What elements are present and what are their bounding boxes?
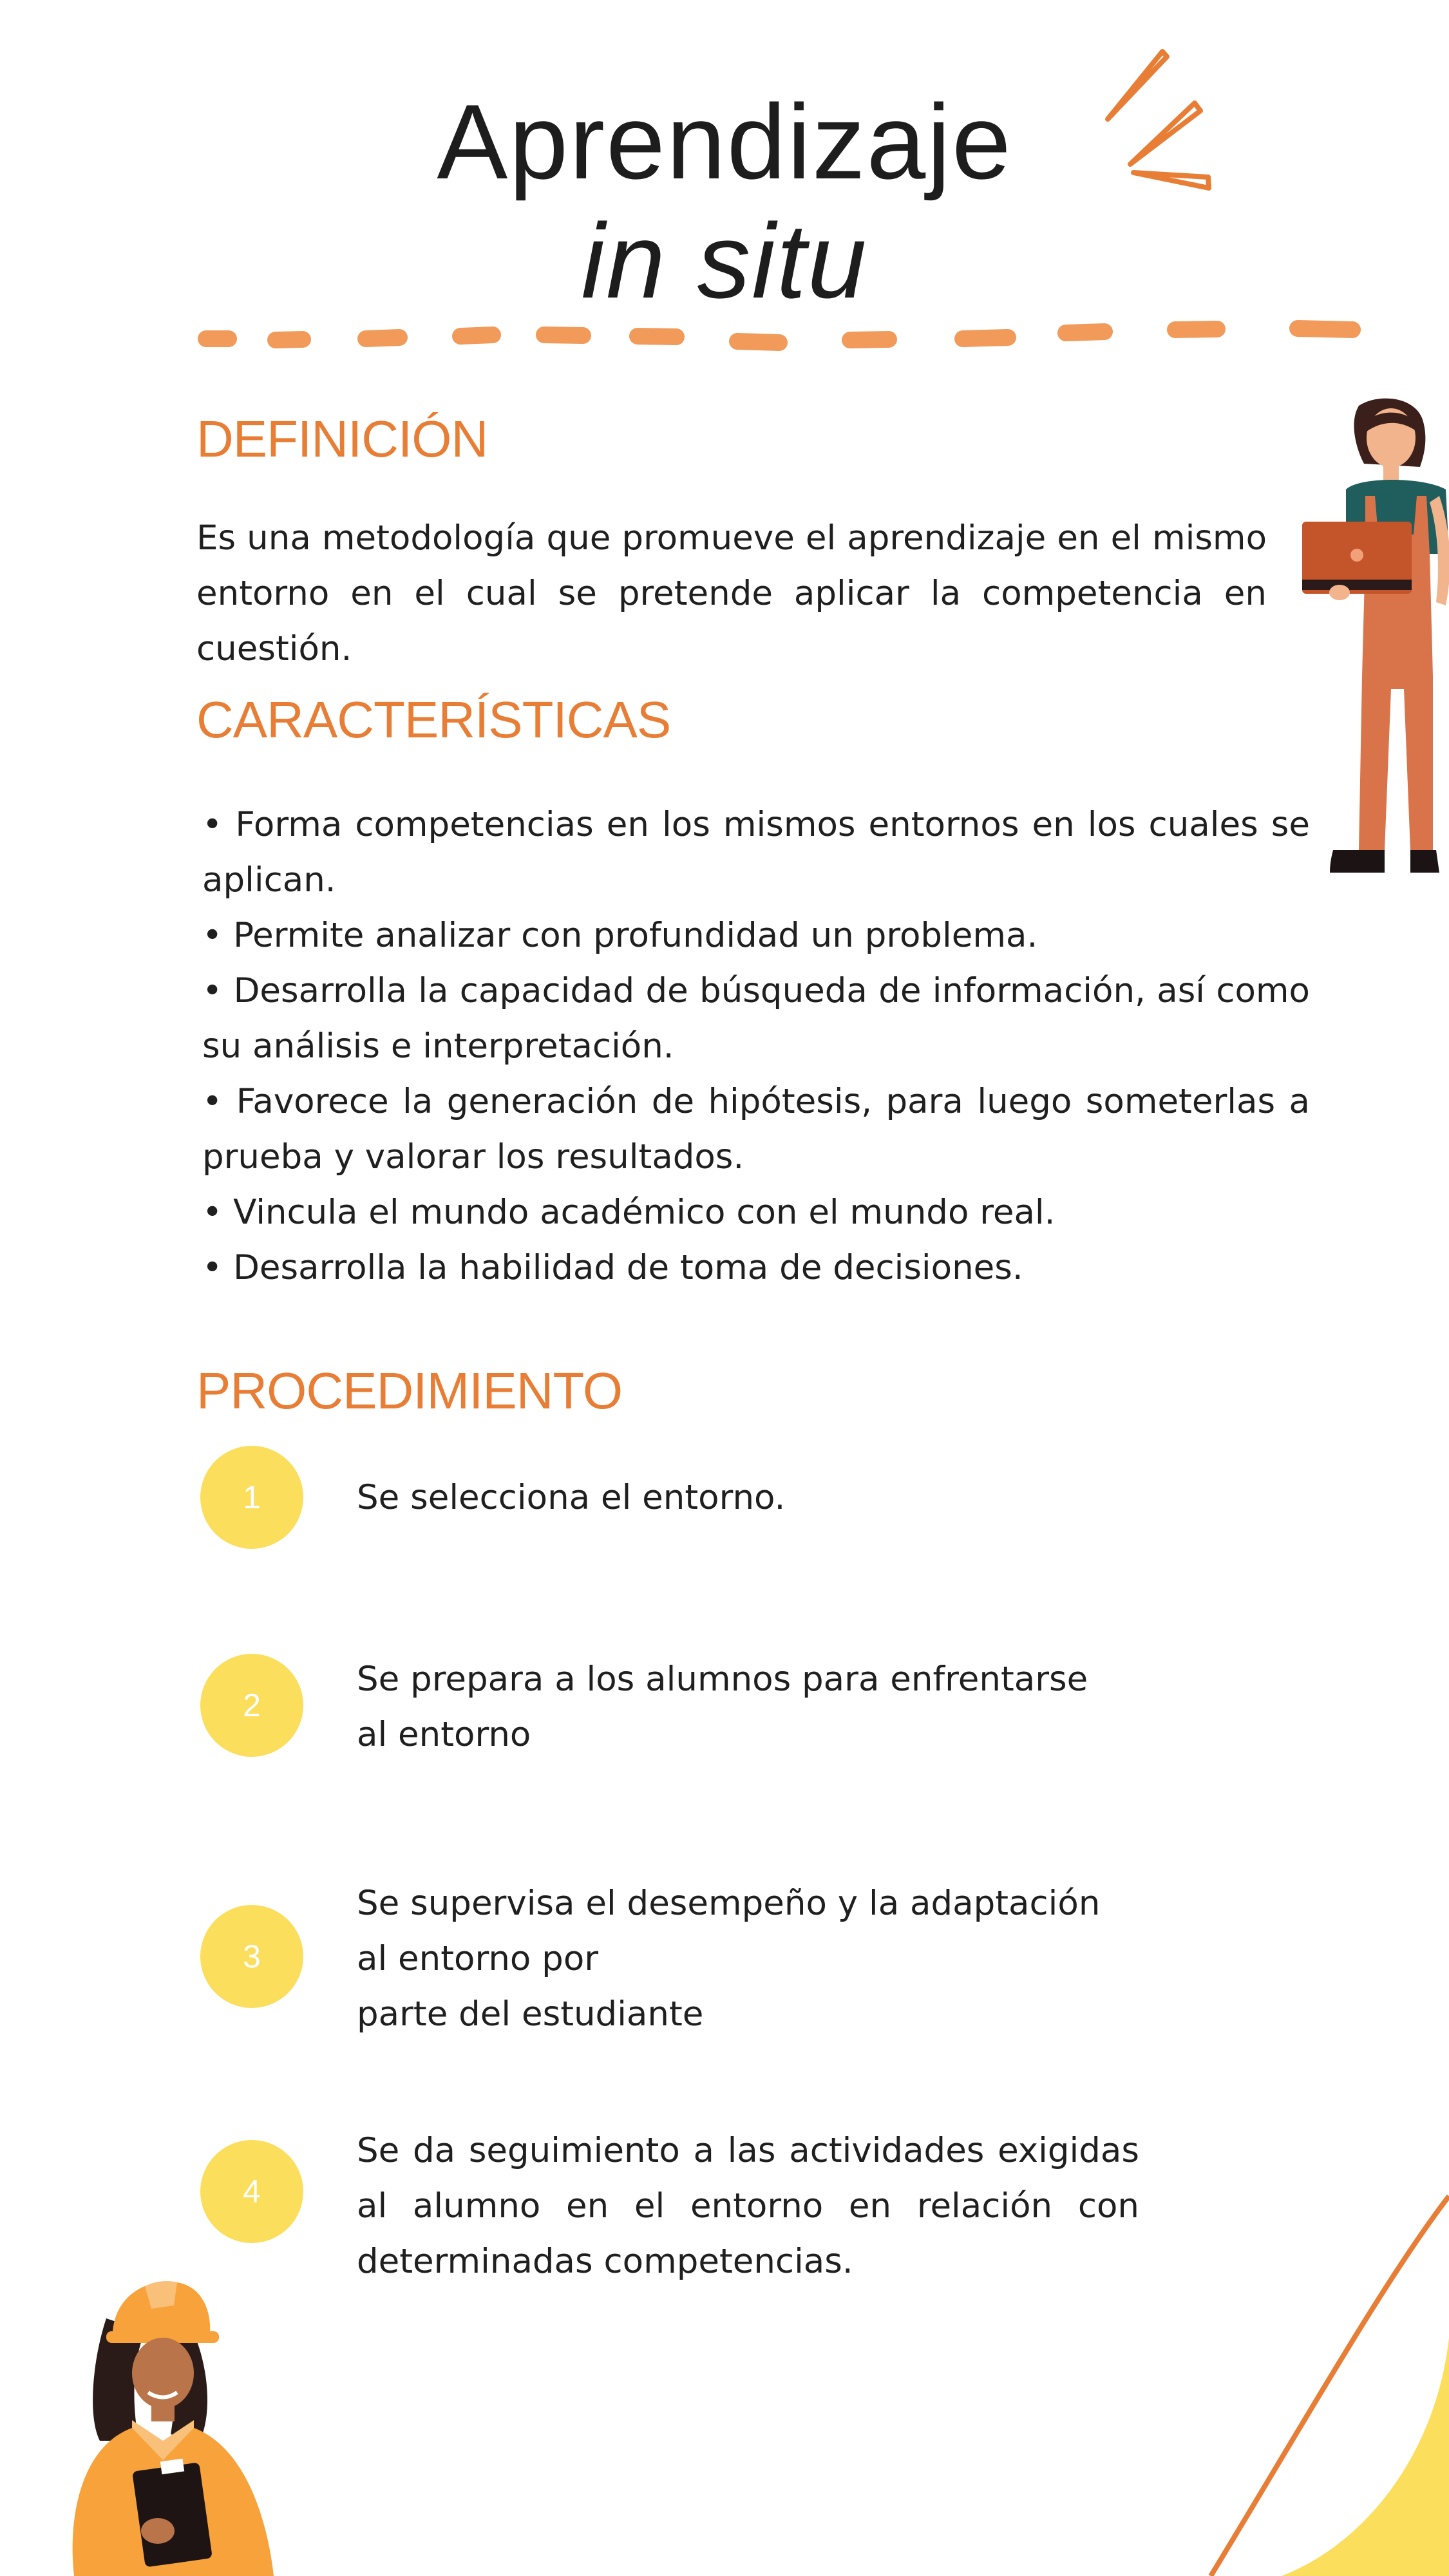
spark-lines-icon (1095, 45, 1224, 193)
list-item: • Forma competencias en los mismos entornos en los cuales se aplican. (202, 805, 1310, 900)
step-3-text: Se supervisa el desempeño y la adaptación al entorno por parte del estudiante (357, 1884, 1101, 2034)
worker-with-clipboard-illustration (61, 2273, 283, 2576)
definition-text: Es una metodología que promueve el aprendizaje en el mismo entorno en el cual se pretende aplicar la competencia en cuestión. (196, 518, 1267, 668)
list-item: • Favorece la generación de hipótesis, para luego someterlas a prueba y valorar los resultados. (202, 1082, 1310, 1177)
step-3-number: 3 (200, 1905, 303, 2008)
step-2-text: Se prepara a los alumnos para enfrentarse al entorno (357, 1660, 1088, 1754)
page-title: Aprendizaje (437, 82, 1012, 201)
step-2-number: 2 (200, 1654, 303, 1757)
list-item: • Desarrolla la habilidad de toma de decisiones. (202, 1248, 1023, 1287)
woman-with-laptop-illustration (1294, 386, 1449, 889)
step-4-text: Se da seguimiento a las actividades exigidas al alumno en el entorno en relación con determinadas competencias. (357, 2131, 1139, 2281)
dashed-divider (193, 316, 1372, 354)
list-item: • Vincula el mundo académico con el mundo real. (202, 1193, 1056, 1232)
characteristics-list (202, 797, 1310, 1296)
characteristics-heading: CARACTERÍSTICAS (196, 691, 671, 748)
definition-heading: DEFINICIÓN (196, 410, 488, 468)
list-item: • Permite analizar con profundidad un problema. (202, 916, 1038, 955)
page-subtitle: in situ (581, 202, 868, 320)
step-1-number: 1 (200, 1446, 303, 1549)
step-4-number: 4 (200, 2140, 303, 2243)
procedure-heading: PROCEDIMIENTO (196, 1362, 623, 1419)
step-1-text: Se selecciona el entorno. (357, 1478, 786, 1517)
decorative-wave (1172, 2183, 1449, 2576)
list-item: • Desarrolla la capacidad de búsqueda de información, así como su análisis e interpretación. (202, 971, 1310, 1066)
